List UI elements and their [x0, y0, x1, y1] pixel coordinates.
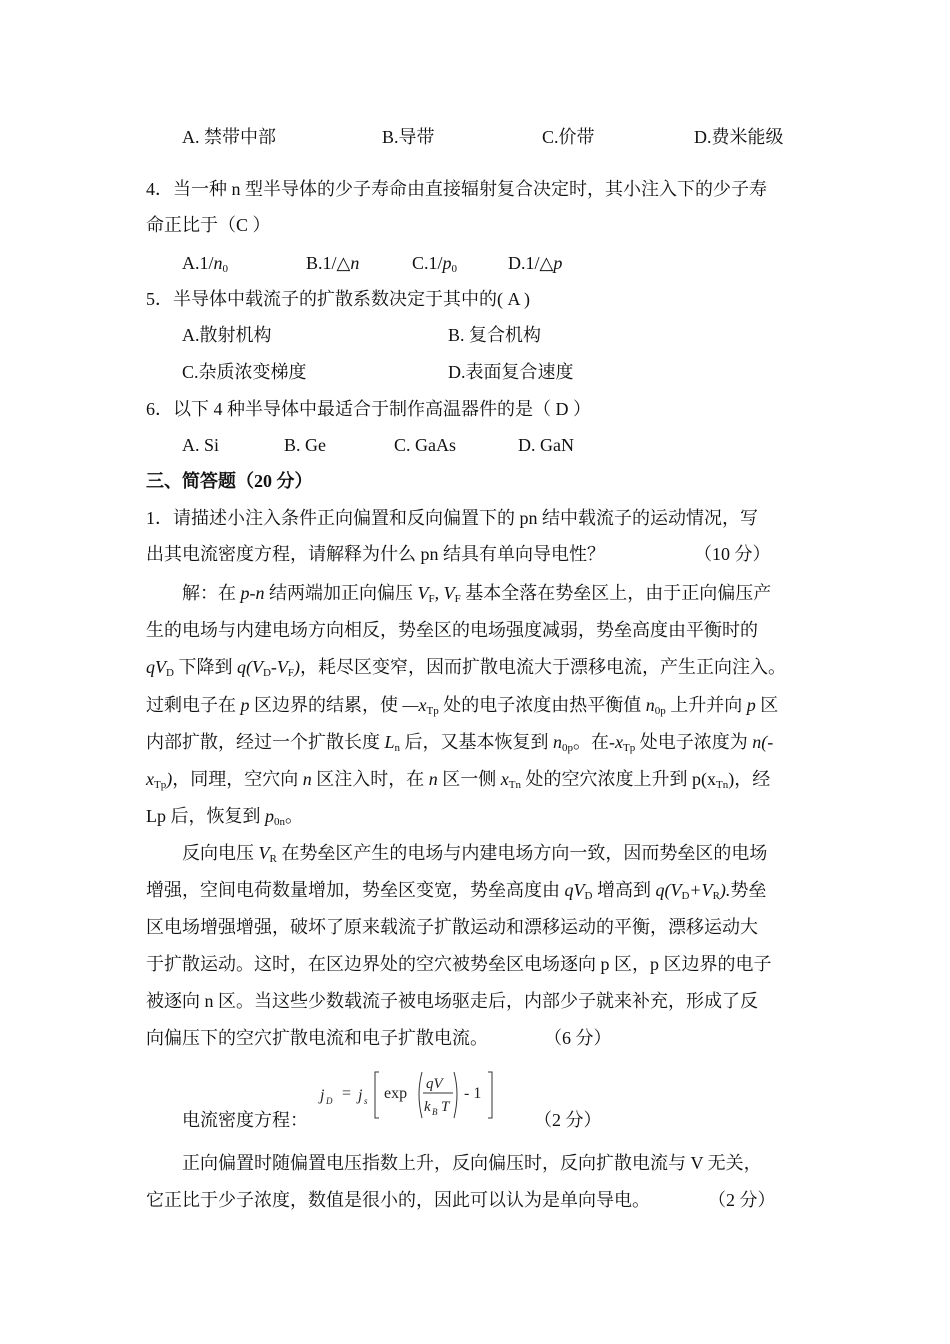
- q5-option-a: A.散射机构: [182, 325, 272, 345]
- q3-option-d: D.费米能级: [694, 127, 784, 147]
- eq-minus-one: - 1: [464, 1085, 482, 1102]
- q5-option-b: B. 复合机构: [448, 325, 542, 345]
- q6-option-b: B. Ge: [284, 435, 326, 455]
- q6-option-a: A. Si: [182, 435, 220, 455]
- q5-stem: 5．半导体中载流子的扩散系数决定于其中的( A ): [146, 289, 530, 309]
- q5-option-c: C.杂质浓变梯度: [182, 362, 307, 382]
- s3-q1-line2: 出其电流密度方程，请解释为什么 pn 结具有单向导电性？: [146, 544, 605, 564]
- answer-p2-score: （6 分）: [544, 1028, 612, 1048]
- section3-heading: 三、简答题（20 分）: [146, 471, 313, 491]
- q5-option-d: D.表面复合速度: [448, 362, 574, 382]
- q6-stem: 6．以下 4 种半导体中最适合于制作高温器件的是（ D ）: [146, 399, 591, 419]
- answer-p1-line3: $qV_D$ 下降到 $q(V_D-V_F)$，耗尽区变窄，因而扩散电流大于漂移电流，产生正向注入。: [146, 657, 787, 679]
- right-paren: [454, 1072, 457, 1118]
- equation-image: [316, 1066, 498, 1122]
- q4-stem-line1: 4．当一种 n 型半导体的少子寿命由直接辐射复合决定时，其小注入下的少子寿: [146, 179, 767, 199]
- answer-p2-line4: 于扩散运动。这时，在区边界处的空穴被势垒区电场逐向 p 区，p 区边界的电子: [146, 954, 772, 974]
- answer-p1-line1: 解：在 p-n 结两端加正向偏压 $V_F$, $V_F$ 基本全落在势垒区上，由于正向偏压产: [182, 583, 772, 605]
- answer-p1-line4: 过剩电子在 p 区边界的结累，使 $—x_{Tp}$ 处的电子浓度由热平衡值 $n_{0p}$ 上升并向 p 区: [146, 695, 779, 717]
- q3-option-a: A. 禁带中部: [182, 127, 276, 147]
- eq-equals: =: [342, 1085, 352, 1102]
- s3-q1-line1: 1．请描述小注入条件正向偏置和反向偏置下的 pn 结中载流子的运动情况，写: [146, 508, 758, 528]
- right-bracket: [488, 1072, 492, 1118]
- q3-option-b: B.导带: [382, 127, 435, 147]
- q3-option-c: C.价带: [542, 127, 595, 147]
- q6-option-d: D. GaN: [518, 435, 574, 455]
- answer-p3-score: （2 分）: [708, 1190, 776, 1210]
- q4-option-d: D.1/△p: [508, 253, 563, 273]
- current-density-equation: [316, 1066, 498, 1122]
- eq-exp: exp: [384, 1085, 408, 1102]
- answer-p3-line1: 正向偏置时随偏置电压指数上升，反向偏压时，反向扩散电流与 V 无关，: [182, 1153, 762, 1173]
- answer-p1-line2: 生的电场与内建电场方向相反，势垒区的电场强度减弱，势垒高度由平衡时的: [146, 620, 758, 640]
- s3-q1-score: （10 分）: [694, 544, 771, 564]
- left-paren: [419, 1072, 422, 1118]
- eq-denominator-sub: B: [432, 1107, 438, 1117]
- q4-option-a: $A.1/n_0$: [182, 253, 228, 275]
- eq-jd: j: [320, 1087, 325, 1104]
- eq-denominator: k: [424, 1099, 431, 1115]
- q4-option-b: B.1/△n: [306, 253, 360, 273]
- equation-label: 电流密度方程：: [182, 1110, 308, 1130]
- q6-option-c: C. GaAs: [394, 435, 456, 455]
- answer-p1-line7: Lp 后，恢复到 $p_{0n}$。: [146, 806, 303, 828]
- answer-p2-line2: 增强，空间电荷数量增加，势垒区变宽，势垒高度由 $qV_D$ 增高到 $q(V_D+V_R)$.势垒: [146, 880, 767, 902]
- answer-p2-line6: 向偏压下的空穴扩散电流和电子扩散电流。: [146, 1028, 488, 1048]
- answer-p2-line3: 区电场增强增强，破坏了原来载流子扩散运动和漂移运动的平衡，漂移运动大: [146, 917, 758, 937]
- answer-p1-line6: $x_{Tp}$)，同理，空穴向 n 区注入时，在 n 区一侧 $x_{Tn}$ 处的空穴浓度上升到 $p(x_{Tn})$，经: [146, 769, 771, 791]
- answer-p2-line5: 被逐向 n 区。当这些少数载流子被电场驱走后，内部少子就来补充，形成了反: [146, 991, 758, 1011]
- eq-numerator: qV: [426, 1076, 443, 1092]
- left-bracket: [375, 1072, 379, 1118]
- answer-p2-line1: 反向电压 $V_R$ 在势垒区产生的电场与内建电场方向一致，因而势垒区的电场: [182, 843, 768, 865]
- answer-p3-line2: 它正比于少子浓度，数值是很小的，因此可以认为是单向导电。: [146, 1190, 650, 1210]
- equation-score: （2 分）: [534, 1110, 602, 1130]
- eq-jd-sub: D: [326, 1096, 333, 1106]
- q4-option-c: $C.1/p_0$: [412, 253, 458, 275]
- eq-js: j: [358, 1087, 363, 1104]
- eq-js-sub: s: [364, 1096, 368, 1106]
- eq-denominator-tail: T: [441, 1099, 450, 1115]
- answer-p1-line5: 内部扩散，经过一个扩散长度 $L_n$ 后，又基本恢复到 $n_{0p}$。在$-x_{Tp}$ 处电子浓度为 n(-: [146, 732, 774, 754]
- q4-stem-line2: 命正比于（C ）: [146, 215, 271, 235]
